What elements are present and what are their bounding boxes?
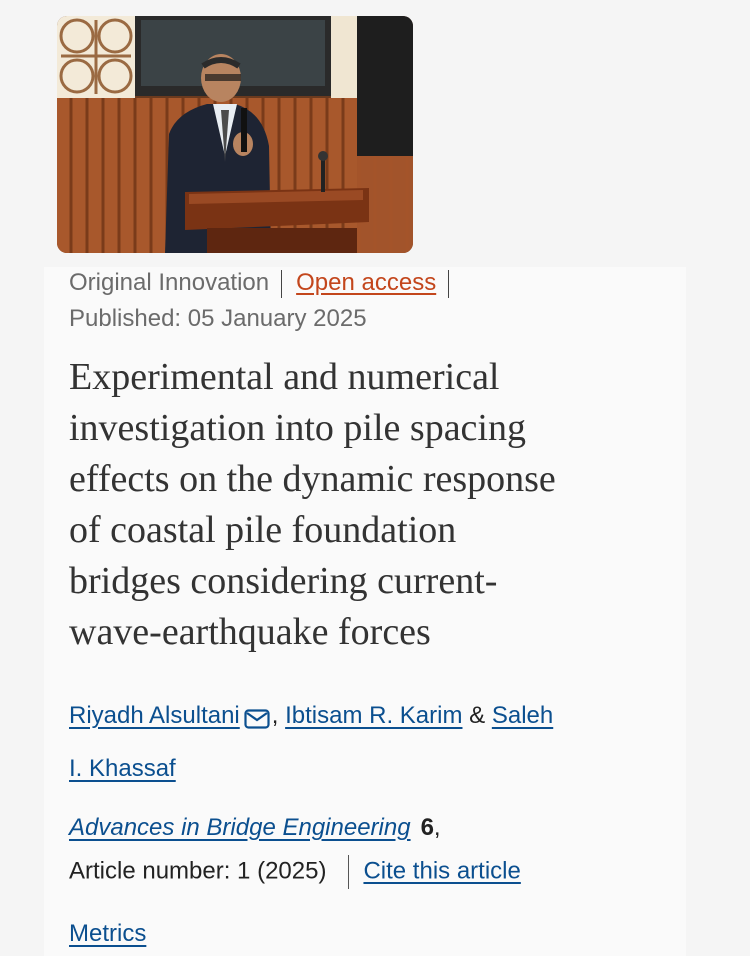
published-date: Published: 05 January 2025 bbox=[69, 305, 367, 332]
article-number: Article number: 1 (2025) bbox=[69, 857, 327, 885]
author-separator: , bbox=[271, 702, 279, 729]
journal-volume: 6 bbox=[420, 814, 434, 841]
divider bbox=[448, 270, 449, 298]
journal-comma: , bbox=[433, 814, 441, 841]
title-line: wave-earthquake forces bbox=[69, 611, 431, 653]
author-link-2[interactable]: Ibtisam R. Karim bbox=[285, 702, 463, 729]
title-line: Experimental and numerical bbox=[69, 356, 500, 398]
article-title bbox=[69, 352, 689, 658]
title-line: of coastal pile foundation bbox=[69, 509, 457, 551]
speaker-photo bbox=[57, 16, 413, 253]
mail-icon[interactable] bbox=[244, 698, 270, 745]
author-link-1[interactable]: Riyadh Alsultani bbox=[69, 702, 240, 729]
title-line: effects on the dynamic response bbox=[69, 458, 556, 500]
open-access-link[interactable]: Open access bbox=[296, 269, 437, 296]
metrics-row bbox=[69, 920, 146, 948]
author-ampersand: & bbox=[469, 702, 486, 729]
metrics-link[interactable]: Metrics bbox=[69, 920, 147, 947]
journal-link[interactable]: Advances in Bridge Engineering bbox=[69, 814, 411, 841]
article-meta bbox=[69, 269, 463, 298]
journal-info bbox=[69, 814, 441, 842]
article-type: Original Innovation bbox=[69, 269, 270, 296]
author-link-3-cont[interactable]: I. Khassaf bbox=[69, 755, 176, 782]
divider bbox=[281, 270, 282, 298]
divider bbox=[348, 855, 349, 889]
author-link-3[interactable]: Saleh bbox=[491, 702, 554, 729]
article-number-row bbox=[69, 855, 521, 889]
title-line: bridges considering current- bbox=[69, 560, 498, 602]
title-line: investigation into pile spacing bbox=[69, 407, 526, 449]
author-list bbox=[69, 692, 679, 792]
cite-article-link[interactable]: Cite this article bbox=[363, 857, 521, 885]
